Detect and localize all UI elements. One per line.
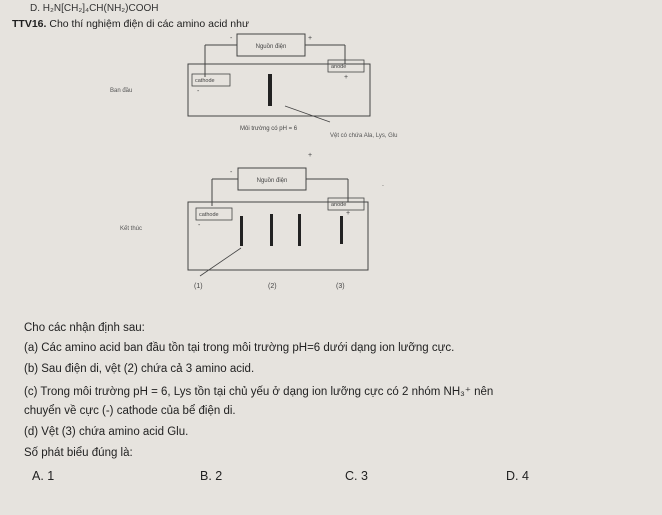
statements-intro: Cho các nhận định sau:	[24, 322, 145, 334]
anode-label: anode	[331, 64, 347, 70]
statement-c-continued: chuyển về cực (-) cathode của bể điện di.	[24, 405, 236, 417]
mark-1: (1)	[194, 283, 203, 290]
power-source-label: Nguồn điện	[256, 178, 288, 184]
statement-a: (a) Các amino acid ban đầu tồn tại trong môi trường pH=6 dưới dạng ion lưỡng cực.	[24, 342, 455, 354]
medium-label: Môi trường có pH = 6	[240, 126, 298, 132]
option-b[interactable]: B. 2	[200, 469, 223, 483]
pointer-1	[200, 248, 241, 276]
spot-3	[298, 214, 301, 246]
anode-plus: +	[344, 74, 349, 81]
cathode-minus: -	[197, 88, 200, 95]
strip-label: Vệt có chứa Ala, Lys, Glu	[330, 133, 398, 139]
figure-start-diagram	[100, 30, 480, 150]
sample-strip	[268, 74, 272, 106]
statement-d: (d) Vệt (3) chứa amino acid Glu.	[24, 426, 189, 438]
power-source-label: Nguồn điện	[255, 44, 287, 50]
question-text: Cho thí nghiệm điện di các amino acid như	[49, 18, 250, 30]
mark-2: (2)	[268, 283, 277, 290]
cathode-label: cathode	[199, 212, 219, 218]
spot-2	[270, 214, 273, 246]
cathode-label: cathode	[195, 78, 215, 84]
mark-3: (3)	[336, 283, 345, 290]
end-label: Kết thúc	[120, 226, 143, 232]
anode-plus: +	[346, 210, 351, 217]
spot-4	[340, 216, 343, 244]
question-stem	[12, 18, 249, 30]
question-label: TTV16.	[12, 18, 47, 30]
statement-b: (b) Sau điện di, vệt (2) chứa cả 3 amino acid.	[24, 363, 255, 375]
start-label: Ban đầu	[110, 88, 133, 94]
option-c[interactable]: C. 3	[345, 469, 368, 483]
answer-prompt: Số phát biểu đúng là:	[24, 447, 133, 459]
previous-option-fragment: D. H₂N[CH₂]₄CH(NH₂)COOH	[30, 3, 159, 14]
source-plus-sign: +	[308, 35, 313, 42]
source-minus-sign: -	[230, 169, 233, 176]
spot-1	[240, 216, 243, 246]
option-a[interactable]: A. 1	[32, 469, 55, 483]
option-d[interactable]: D. 4	[506, 469, 529, 483]
statement-c: (c) Trong môi trường pH = 6, Lys tồn tại chủ yếu ở dạng ion lưỡng cực có 2 nhóm NH₃⁺ nên	[24, 386, 494, 398]
source-minus-sign: -	[230, 35, 233, 42]
figure-end-diagram	[100, 148, 480, 303]
cathode-minus: -	[198, 222, 201, 229]
source-plus-sign: +	[308, 152, 313, 159]
medium-pointer	[285, 106, 330, 122]
anode-label: anode	[331, 202, 347, 208]
stray-dot: .	[382, 181, 384, 188]
